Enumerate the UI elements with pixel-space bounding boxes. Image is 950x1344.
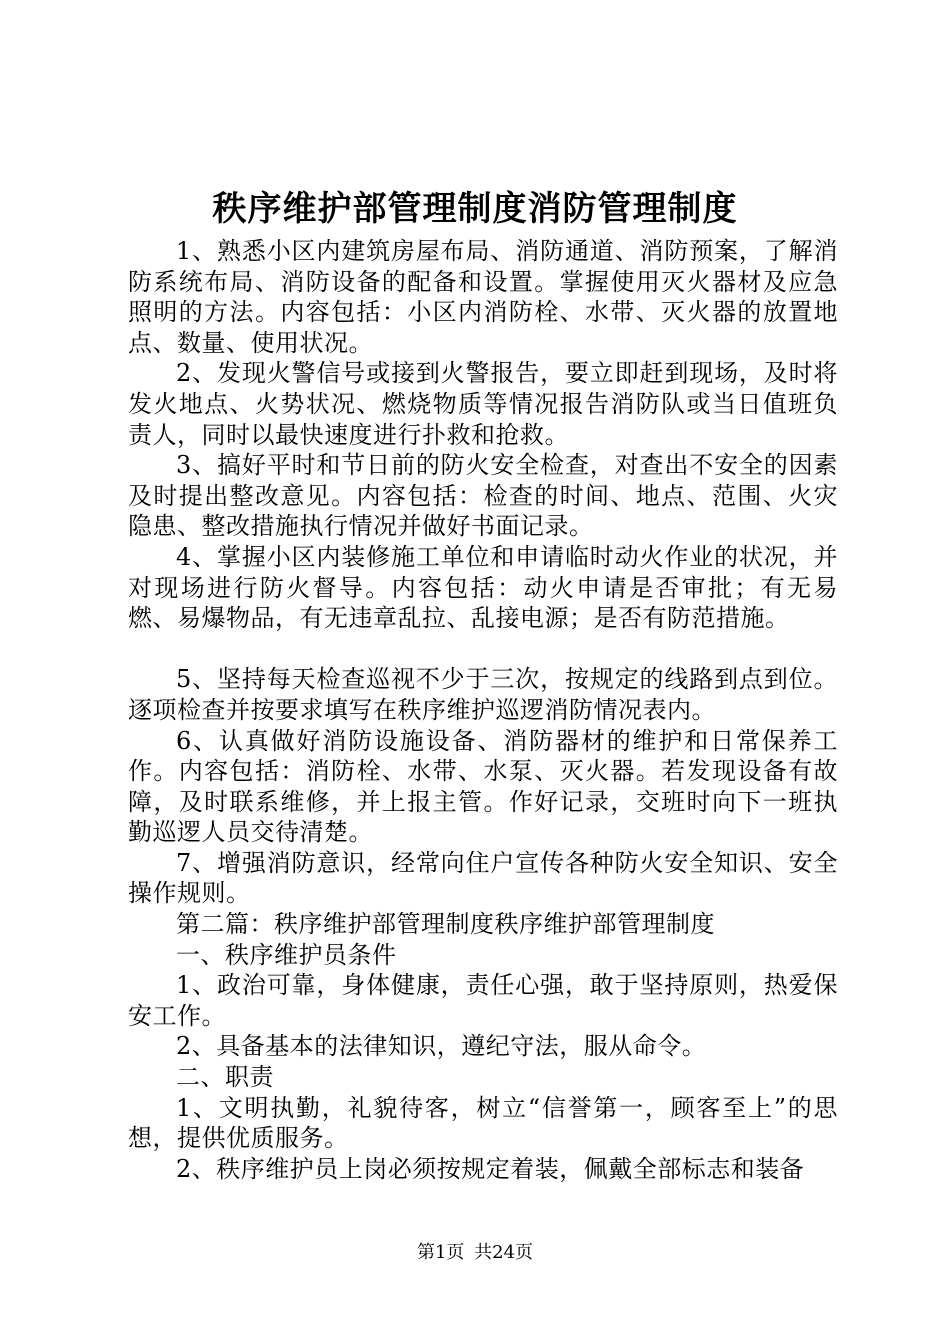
paragraph-5: 5、坚持每天检查巡视不少于三次，按规定的线路到点到位。逐项检查并按要求填写在秩序维护巡逻消防情况表内。 [128, 665, 838, 724]
document-title: 秩序维护部管理制度消防管理制度 [212, 189, 738, 229]
paragraph-duty-1: 1、文明执勤，礼貌待客，树立“信誉第一，顾客至上”的思想，提供优质服务。 [128, 1093, 838, 1153]
paragraph-6: 6、认真做好消防设施设备、消防器材的维护和日常保养工作。内容包括：消防栓、水带、水泵、灭火器。若发现设备有故障，及时联系维修，并上报主管。作好记录，交班时向下一班执勤巡逻人员交待清楚。 [128, 726, 838, 847]
page-total: 共24页 [474, 1242, 534, 1263]
paragraph-4: 4、掌握小区内装修施工单位和申请临时动火作业的状况，并对现场进行防火督导。内容包括：动火申请是否审批；有无易燃、易爆物品，有无违章乱拉、乱接电源；是否有防范措施。 [128, 542, 838, 633]
paragraph-1: 1、熟悉小区内建筑房屋布局、消防通道、消防预案，了解消防系统布局、消防设备的配备和设置。掌握使用灭火器材及应急照明的方法。内容包括：小区内消防栓、水带、灭火器的放置地点、数量、使用状况。 [128, 237, 838, 357]
paragraph-7: 7、增强消防意识，经常向住户宣传各种防火安全知识、安全操作规则。 [128, 848, 838, 908]
page-number: 第1页 [416, 1242, 465, 1263]
paragraph-condition-2: 2、具备基本的法律知识，遵纪守法，服从命令。 [176, 1032, 707, 1061]
section-heading-conditions: 一、秩序维护员条件 [176, 940, 397, 969]
blank-line [128, 634, 838, 665]
paragraph-2: 2、发现火警信号或接到火警报告，要立即赶到现场，及时将发火地点、火势状况、燃烧物质等情况报告消防队或当日值班负责人，同时以最快速度进行扑救和抢救。 [128, 359, 838, 449]
paragraph-condition-1: 1、政治可靠，身体健康，责任心强，敢于坚持原则，热爱保安工作。 [128, 971, 838, 1030]
section-heading-duties: 二、职责 [176, 1063, 274, 1092]
paragraph-3: 3、搞好平时和节日前的防火安全检查，对查出不安全的因素及时提出整改意见。内容包括：检查的时间、地点、范围、火灾隐患、整改措施执行情况并做好书面记录。 [128, 451, 838, 541]
section-heading-part-two: 第二篇：秩序维护部管理制度秩序维护部管理制度 [176, 910, 715, 939]
paragraph-duty-2: 2、秩序维护员上岗必须按规定着装，佩戴全部标志和装备 [176, 1154, 805, 1183]
document-body [128, 236, 838, 1184]
page-footer [0, 1241, 950, 1265]
